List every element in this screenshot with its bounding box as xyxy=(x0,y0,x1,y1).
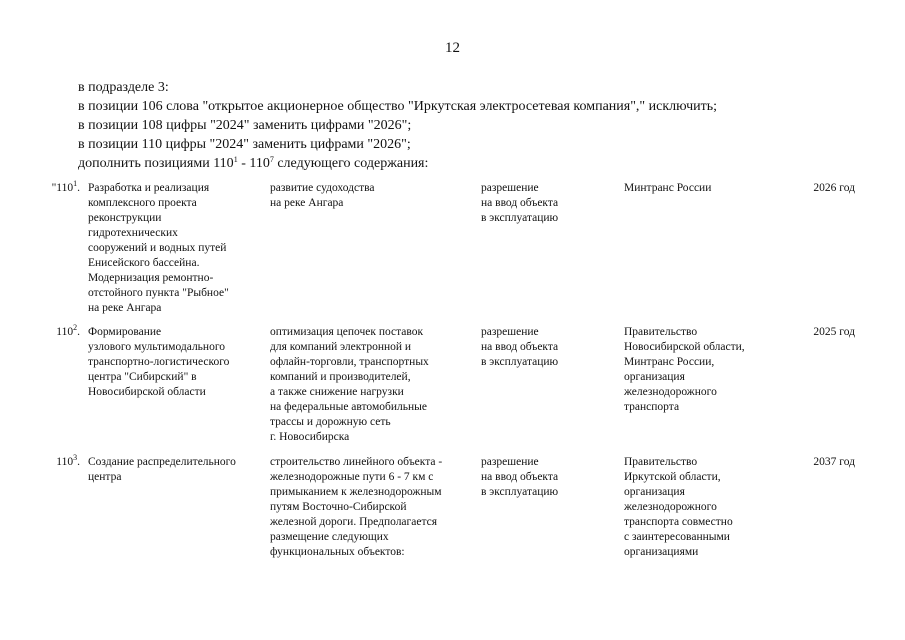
project-executor-line: Правительство xyxy=(624,326,698,338)
project-name-line: центра "Сибирский" в xyxy=(88,371,197,383)
project-executor xyxy=(624,325,774,415)
project-goal-line: размещение следующих xyxy=(270,531,389,543)
project-name-line: Разработка и реализация xyxy=(88,182,210,194)
project-name-line: транспортно-логистического xyxy=(88,356,230,368)
project-executor-line: железнодорожного xyxy=(624,386,717,398)
project-name-line: центра xyxy=(88,471,122,483)
project-goal-line: компаний и производителей, xyxy=(270,371,411,383)
project-goal-line: строительство линейного объекта - xyxy=(270,456,443,468)
intro-line: в позиции 106 слова "открытое акционерное общество "Иркутская электросетевая компания"," исключить; xyxy=(78,99,717,114)
position-number xyxy=(36,455,80,470)
project-executor xyxy=(624,181,774,196)
intro-text: дополнить позициями 110 xyxy=(78,156,234,171)
project-name-line: гидротехнических xyxy=(88,227,178,239)
project-goal-line: на федеральные автомобильные xyxy=(270,401,427,413)
project-goal-line: трассы и дорожную сеть xyxy=(270,416,391,428)
project-name-line: на реке Ангара xyxy=(88,302,162,314)
position-number-text: "110 xyxy=(51,182,74,194)
project-result xyxy=(481,455,601,500)
position-number-text: 110 xyxy=(56,456,74,468)
project-name-line: узлового мультимодального xyxy=(88,341,226,353)
project-result xyxy=(481,181,601,226)
project-goal-line: развитие судоходства xyxy=(270,182,375,194)
project-goal-line: г. Новосибирска xyxy=(270,431,350,443)
page-number: 12 xyxy=(445,40,460,56)
project-result-line: на ввод объекта xyxy=(481,341,559,353)
project-result-line: разрешение xyxy=(481,456,539,468)
project-result-line: разрешение xyxy=(481,326,539,338)
intro-line: в подразделе 3: xyxy=(78,80,169,95)
intro-text: - 110 xyxy=(237,156,270,171)
project-executor-line: Правительство xyxy=(624,456,698,468)
project-goal xyxy=(270,455,470,560)
project-goal-line: железнодорожные пути 6 - 7 км с xyxy=(270,471,434,483)
superscript: 1 xyxy=(233,155,238,164)
project-name-line: Енисейского бассейна. xyxy=(88,257,200,269)
intro-text: следующего содержания: xyxy=(273,156,429,171)
project-executor-line: организация xyxy=(624,371,685,383)
project-name-line: реконструкции xyxy=(88,212,162,224)
project-executor xyxy=(624,455,774,560)
position-number-dot: . xyxy=(77,182,80,194)
project-executor-line: с заинтересованными xyxy=(624,531,730,543)
amendment-intro xyxy=(78,78,878,173)
project-name xyxy=(88,325,263,400)
project-name xyxy=(88,455,263,485)
superscript: 7 xyxy=(269,155,274,164)
project-goal-line: на реке Ангара xyxy=(270,197,344,209)
project-goal-line: для компаний электронной и xyxy=(270,341,412,353)
project-executor-line: транспорта xyxy=(624,401,680,413)
project-executor-line: Минтранс России xyxy=(624,182,712,194)
project-executor-line: транспорта совместно xyxy=(624,516,733,528)
project-goal-line: путям Восточно-Сибирской xyxy=(270,501,407,513)
project-year: 2026 год xyxy=(813,182,855,194)
project-result xyxy=(481,325,601,370)
project-goal-line: оптимизация цепочек поставок xyxy=(270,326,424,338)
project-executor-line: Минтранс России, xyxy=(624,356,715,368)
project-name-line: Формирование xyxy=(88,326,162,338)
project-year: 2037 год xyxy=(813,456,855,468)
project-executor-line: организация xyxy=(624,486,685,498)
project-result-line: разрешение xyxy=(481,182,539,194)
project-name-line: сооружений и водных путей xyxy=(88,242,227,254)
project-executor-line: Новосибирской области, xyxy=(624,341,745,353)
project-result-line: в эксплуатацию xyxy=(481,212,559,224)
project-executor-line: Иркутской области, xyxy=(624,471,721,483)
project-result-line: в эксплуатацию xyxy=(481,356,559,368)
position-number-text: 110 xyxy=(56,326,74,338)
position-number-superscript: 2 xyxy=(73,323,78,332)
project-goal xyxy=(270,325,470,445)
project-executor-line: железнодорожного xyxy=(624,501,717,513)
project-goal xyxy=(270,181,470,211)
project-result-line: в эксплуатацию xyxy=(481,486,559,498)
project-name-line: Создание распределительного xyxy=(88,456,236,468)
project-goal-line: примыканием к железнодорожным xyxy=(270,486,442,498)
project-name-line: Модернизация ремонтно- xyxy=(88,272,214,284)
project-name-line: отстойного пункта "Рыбное" xyxy=(88,287,229,299)
project-year: 2025 год xyxy=(813,326,855,338)
position-number-superscript: 1 xyxy=(73,179,78,188)
position-number-superscript: 3 xyxy=(73,453,78,462)
project-goal-line: функциональных объектов: xyxy=(270,546,405,558)
project-executor-line: организациями xyxy=(624,546,699,558)
position-number-dot: . xyxy=(77,326,80,338)
project-name-line: Новосибирской области xyxy=(88,386,206,398)
project-goal-line: железной дороги. Предполагается xyxy=(270,516,438,528)
position-number xyxy=(36,181,80,196)
position-number xyxy=(36,325,80,340)
intro-line: в позиции 110 цифры "2024" заменить цифрами "2026"; xyxy=(78,137,411,152)
project-result-line: на ввод объекта xyxy=(481,197,559,209)
project-name xyxy=(88,181,263,316)
project-name-line: комплексного проекта xyxy=(88,197,197,209)
position-number-dot: . xyxy=(77,456,80,468)
project-result-line: на ввод объекта xyxy=(481,471,559,483)
intro-line: в позиции 108 цифры "2024" заменить цифрами "2026"; xyxy=(78,118,412,133)
project-goal-line: а также снижение нагрузки xyxy=(270,386,404,398)
project-goal-line: офлайн-торговли, транспортных xyxy=(270,356,429,368)
intro-line-last xyxy=(78,154,878,173)
